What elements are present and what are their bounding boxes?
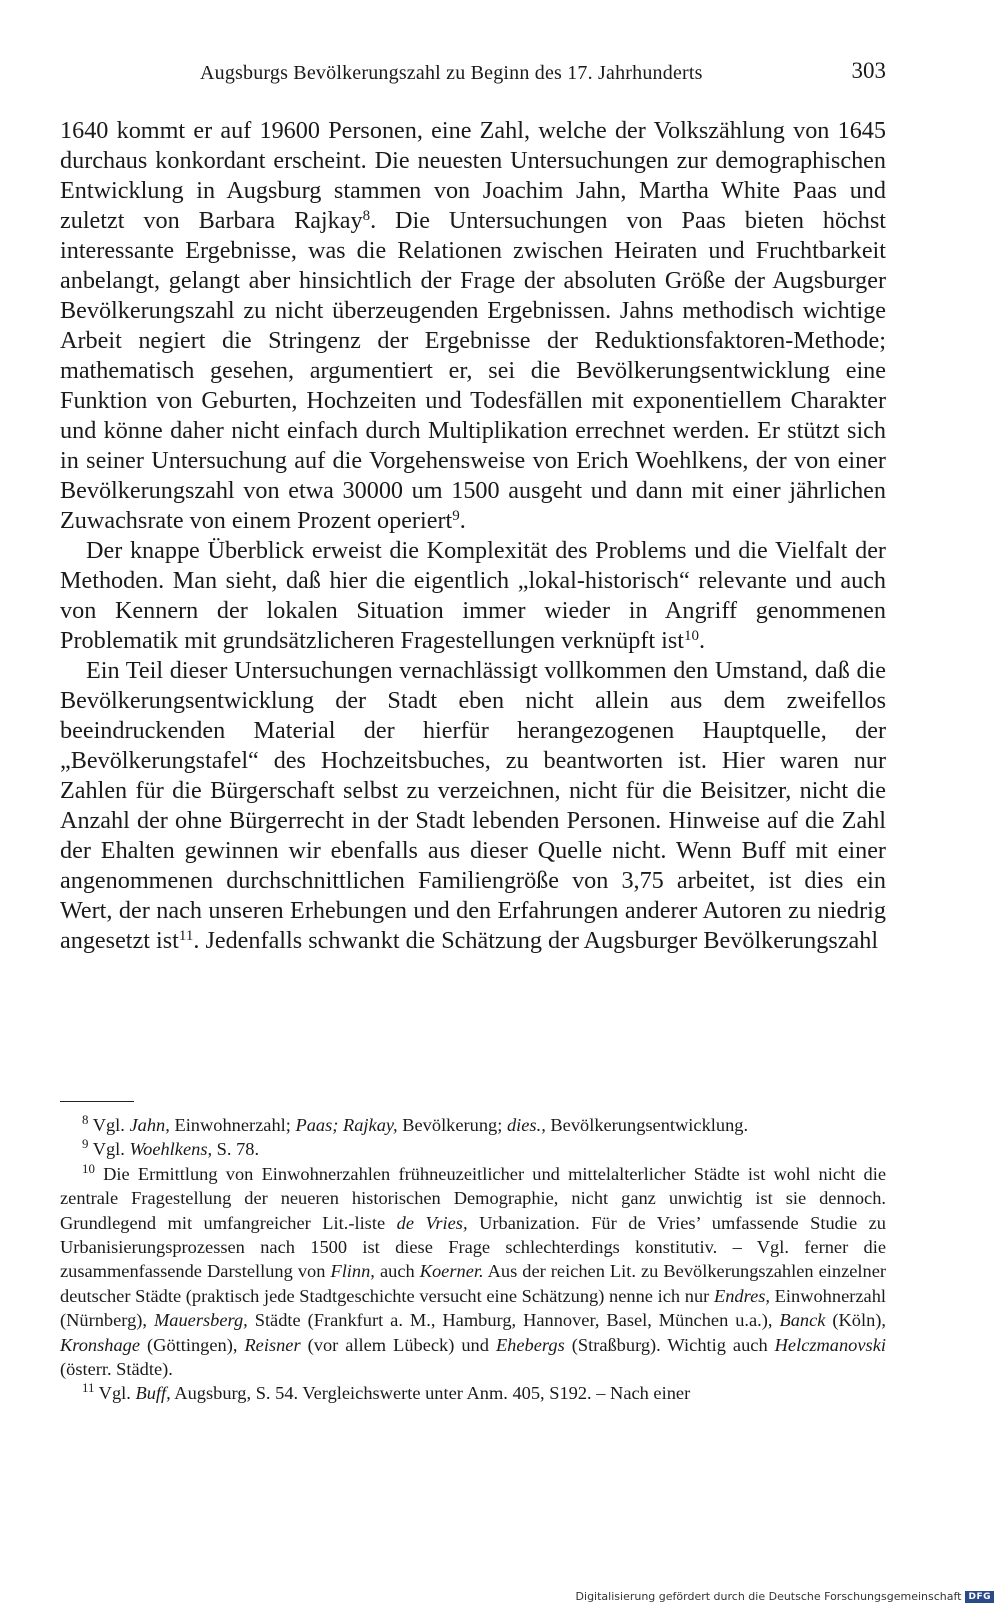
author-name: Kronshage xyxy=(60,1334,141,1355)
author-name: Endres, xyxy=(713,1285,770,1306)
footnote-9 xyxy=(60,1137,886,1161)
footnote-text: Bevölkerungsentwicklung. xyxy=(545,1115,749,1135)
paragraph-2 xyxy=(60,536,886,656)
author-name: Reisner xyxy=(244,1334,301,1355)
author-name: de Vries, xyxy=(396,1212,468,1233)
paragraph-text: Der knappe Überblick erweist die Komplexität des Problems und die Vielfalt der Methoden. Man sieht, daß hier die eigentlich „lokal-historisch“ relevante und auch von Kennern der lokalen Situation immer wieder in Angriff genommenen Problematik mit grundsätzlicheren Fragestellungen verknüpft ist xyxy=(60,537,886,654)
paragraph-text: Ein Teil dieser Untersuchungen vernachlässigt vollkommen den Umstand, daß die Bevölkerungsentwicklung der Stadt eben nicht allein aus dem zweifellos beeindruckenden Material der hierfür herangezogenen Hauptquelle, der „Bevölkerungstafel“ des Hochzeitsbuches, zu beantworten ist. Hier waren nur Zahlen für die Bürgerschaft selbst zu verzeichnen, nicht für die Beisitzer, nicht die Anzahl der ohne Bürgerrecht in der Stadt lebenden Personen. Hinweise auf die Zahl der Ehalten gewinnen wir ebenfalls aus dieser Quelle nicht. Wenn Buff mit einer angenommenen durchschnittlichen Familiengröße von 3,75 arbeitet, ist dies ein Wert, der nach unseren Erhebungen und den Erfahrungen anderer Autoren zu niedrig angesetzt ist xyxy=(60,657,886,954)
footnote-mark: 9 xyxy=(82,1137,89,1152)
footnote-text: Urbanization. Für de Vries’ umfassende Studie zu Urbanisierungsprozessen nach 1500 ist diese Frage schlechterdings konstitutiv. – Vgl. ferner die zusammenfassende Darstellung von xyxy=(60,1212,887,1282)
footnote-text: Einwohnerzahl (Nürnberg), xyxy=(60,1285,886,1331)
footnote-text: Die Ermittlung von Einwohnerzahlen frühneuzeitlicher und mittelalterlicher Städte ist wohl nicht die zentrale Fragestellung der neueren historischen Demographie, nicht ganz unwichtig ist sie dennoch. Grundlegend mit umfangreicher Lit.-liste xyxy=(60,1163,886,1233)
digitization-credit xyxy=(576,1590,994,1603)
footnote-text: S. 78. xyxy=(212,1139,260,1160)
footnote-8 xyxy=(60,1113,886,1137)
footnote-text: Vgl. xyxy=(92,1139,130,1160)
author-name: Banck xyxy=(779,1310,826,1331)
paragraph-text: . xyxy=(699,627,706,654)
paragraph-text: . Die Untersuchungen von Paas bieten höchst interessante Ergebnisse, was die Relationen zwischen Heiraten und Fruchtbarkeit anbelangt, gelangt aber hinsichtlich der Frage der absoluten Größe der Augsburger Bevölkerungszahl zu nicht überzeugenden Ergebnissen. Jahns methodisch wichtige Arbeit negiert die Stringenz der Ergebnisse der Reduktionsfaktoren-Methode; mathematisch gesehen, argumentiert er, sei die Bevölkerungsentwicklung eine Funktion von Geburten, Hochzeiten und Todesfällen mit exponentiellem Charakter und könne daher nicht einfach durch Multiplikation errechnet werden. Er stützt sich in seiner Untersuchung auf die Vorgehensweise von Erich Woehlkens, der von einer Bevölkerungszahl von etwa 30000 um 1500 ausgeht und dann mit einer jährlichen Zuwachsrate von einem Prozent operiert xyxy=(60,207,886,534)
credit-text: Digitalisierung gefördert durch die Deutsche Forschungsgemeinschaft xyxy=(575,1590,962,1603)
footnote-text: (vor allem Lübeck) und xyxy=(300,1334,496,1355)
footnote-text: Einwohnerzahl; xyxy=(169,1115,296,1135)
paragraph-text: . Jedenfalls schwankt die Schätzung der Augsburger Bevölkerungszahl xyxy=(193,927,879,954)
main-text xyxy=(60,116,886,956)
footnote-text: (österr. Städte). xyxy=(60,1359,173,1380)
footnote-text: Bevölkerung; xyxy=(397,1115,507,1135)
paragraph-text: 1640 kommt er auf 19600 Personen, eine Zahl, welche der Volkszählung von 1645 durchaus konkordant erscheint. Die neuesten Untersuchungen zur demographischen Entwicklung in Augsburg stammen von Joachim Jahn, Martha White Paas und zuletzt von Barbara Rajkay xyxy=(60,117,886,234)
footnote-mark: 11 xyxy=(82,1381,95,1396)
paragraph-3 xyxy=(60,656,886,956)
footnote-text: Aus der reichen Lit. zu Bevölkerungszahlen einzelner deutscher Städte (praktisch jede Stadtgeschichte versucht eine Schätzung) nenne ich nur xyxy=(60,1261,886,1306)
footnote-ref-11: 11 xyxy=(178,927,194,944)
footnote-text: (Göttingen), xyxy=(140,1334,245,1355)
running-head xyxy=(60,58,886,92)
author-name: Jahn, xyxy=(129,1115,170,1135)
author-name: dies., xyxy=(506,1115,546,1135)
footnote-text: Vgl. xyxy=(92,1115,130,1135)
dfg-logo: DFG xyxy=(965,1591,994,1603)
author-name: Flinn, xyxy=(330,1261,375,1282)
footnote-ref-8: 8 xyxy=(362,207,371,224)
author-name: Mauersberg, xyxy=(153,1310,248,1331)
footnote-text: Städte (Frankfurt a. M., Hamburg, Hannover, Basel, München u.a.), xyxy=(247,1310,780,1331)
paragraph-text: . xyxy=(459,507,466,534)
footnote-text: Vgl. xyxy=(98,1383,136,1404)
author-name: Buff, xyxy=(135,1383,171,1404)
page-number: 303 xyxy=(851,58,886,83)
author-name: Paas; Rajkay, xyxy=(295,1115,398,1135)
running-title: Augsburgs Bevölkerungszahl zu Beginn des 17. Jahrhunderts xyxy=(200,62,703,84)
footnote-mark: 8 xyxy=(82,1112,89,1127)
footnote-ref-9: 9 xyxy=(452,507,460,524)
footnote-text: auch xyxy=(374,1261,420,1282)
footnote-divider xyxy=(60,1101,134,1102)
author-name: Woehlkens, xyxy=(129,1139,213,1160)
author-name: Koerner. xyxy=(419,1261,484,1282)
paragraph-1 xyxy=(60,116,886,536)
footnote-ref-10: 10 xyxy=(684,627,700,644)
author-name: Ehebergs xyxy=(495,1334,565,1355)
footnote-11 xyxy=(60,1381,886,1405)
footnote-text: Augsburg, S. 54. Vergleichswerte unter Anm. 405, S192. – Nach einer xyxy=(170,1383,691,1404)
author-name: Helczmanovski xyxy=(774,1334,886,1355)
footnote-mark: 10 xyxy=(82,1161,95,1176)
footnote-text: (Straßburg). Wichtig auch xyxy=(564,1334,775,1355)
footnote-10 xyxy=(60,1162,886,1382)
footnote-text: (Köln), xyxy=(825,1310,887,1331)
footnotes xyxy=(60,1113,886,1406)
